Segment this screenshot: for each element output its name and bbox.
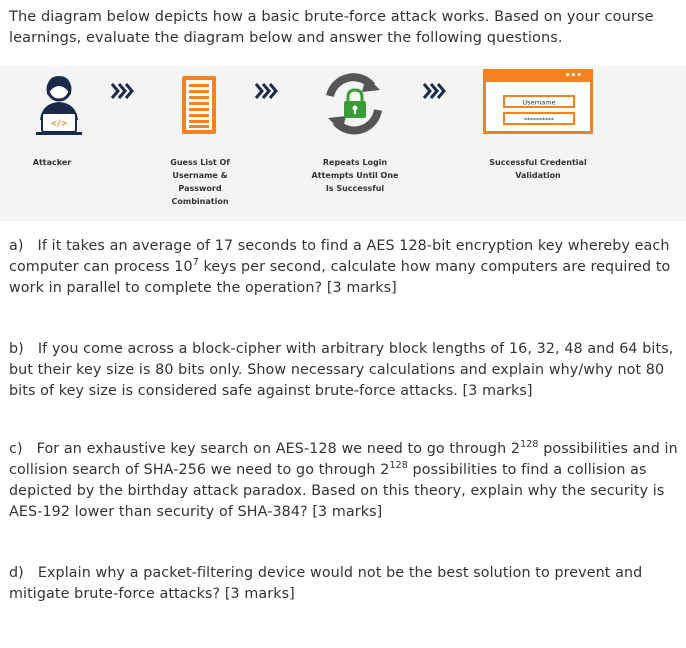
caption-successful-validation: Successful Credential Validation xyxy=(489,158,587,180)
caption-guess-list: Guess List Of Username & Password Combination xyxy=(170,158,230,206)
question-d: d) Explain why a packet-filtering device would not be the best solution to prevent and mitigate brute-force attacks? [3 marks] xyxy=(9,565,643,602)
login-window-icon xyxy=(483,69,593,134)
password-field: ********** xyxy=(524,117,554,124)
caption-attacker: Attacker xyxy=(32,158,72,167)
chevron-arrow-3 xyxy=(424,84,444,98)
chevron-arrow-1 xyxy=(112,84,132,98)
brute-force-diagram xyxy=(0,66,686,221)
username-field: Username xyxy=(522,98,556,107)
attacker-icon xyxy=(36,76,82,135)
code-label: </> xyxy=(50,119,68,129)
question-c: c) For an exhaustive key search on AES-128 we need to go through $2^{128}$ possibilities and in collision search of SHA-256 we need to go through $2^{128}$ possibilities to find a collision as depicted by the birthday attack paradox. Based on this theory, explain why the security is AES-192 lower than security of SHA-384? [3 marks] xyxy=(9,439,678,520)
chevron-arrow-2 xyxy=(256,84,276,98)
lock-cycle-icon xyxy=(328,76,380,132)
question-b: b) If you come across a block-cipher with arbitrary block lengths of 16, 32, 48 and 64 bits, but their key size is 80 bits only. Show necessary calculations and explain why/why not 80 bits of key size is considered safe against brute-force attacks. [3 marks] xyxy=(9,341,674,399)
caption-repeats-login: Repeats Login Attempts Until One Is Successful xyxy=(311,158,399,193)
intro-text: The diagram below depicts how a basic brute-force attack works. Based on your course learnings, evaluate the diagram below and answer the following questions. xyxy=(9,9,654,46)
window-dots: ••• xyxy=(564,71,582,81)
list-icon xyxy=(182,76,216,134)
question-a: a) If it takes an average of 17 seconds to find a AES 128-bit encryption key whereby each computer can process $10^7$ keys per second, calculate how many computers are required to work in parallel to complete the operation? [3 marks] xyxy=(9,238,671,296)
